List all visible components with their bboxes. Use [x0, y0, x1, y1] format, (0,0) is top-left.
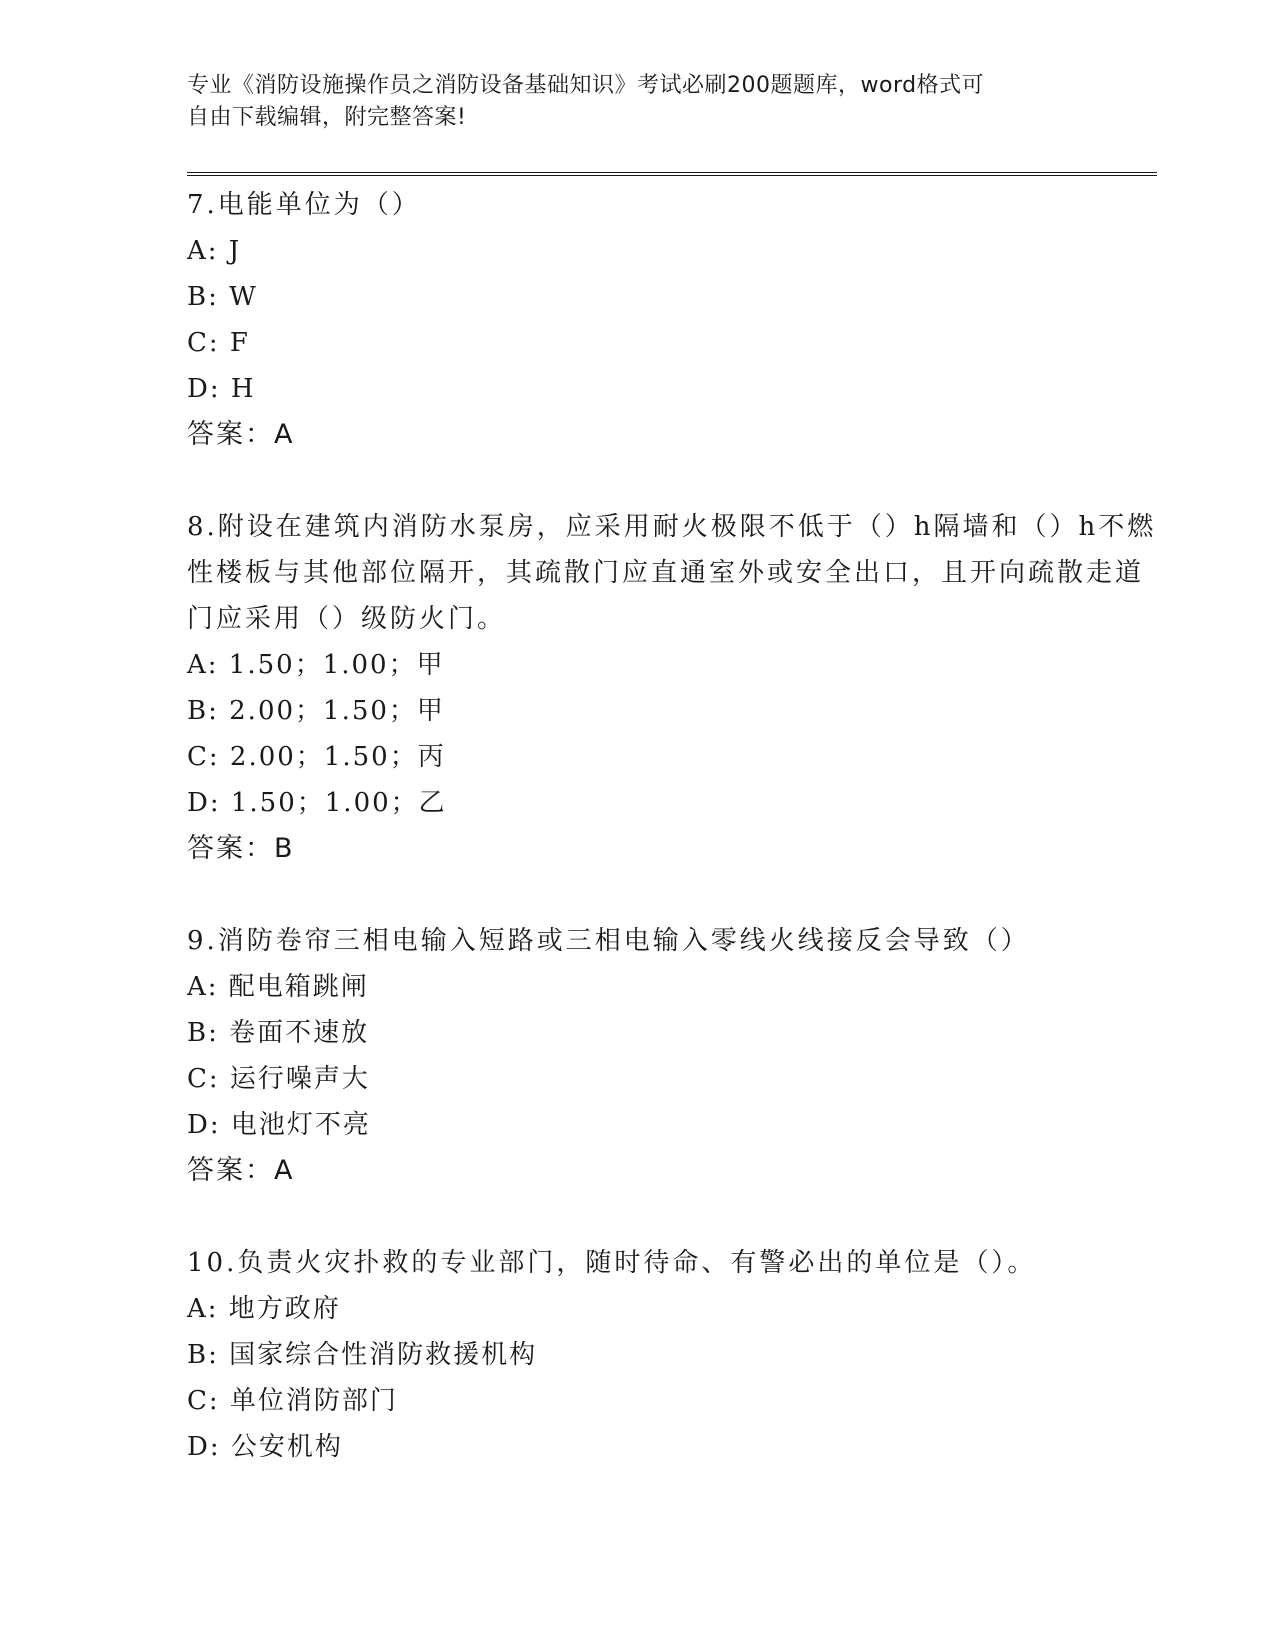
answer: 答案：A: [187, 1155, 295, 1186]
document-header: [187, 70, 1157, 134]
header-line-1: 专业《消防设施操作员之消防设备基础知识》考试必刷200题题库，word格式可: [187, 73, 985, 98]
document-page: [187, 70, 1157, 1516]
question-10: [187, 1240, 1157, 1470]
answer: 答案：B: [187, 833, 295, 864]
option-b: B: 国家综合性消防救援机构: [187, 1340, 538, 1370]
answer: 答案：A: [187, 419, 295, 450]
option-b: B: 卷面不速放: [187, 1018, 370, 1048]
option-d: D: 公安机构: [187, 1432, 343, 1462]
header-line-2: 自由下载编辑，附完整答案!: [187, 105, 467, 130]
option-a: A: 地方政府: [187, 1294, 341, 1324]
option-a: A: 配电箱跳闸: [187, 972, 369, 1002]
question-8: [187, 504, 1157, 872]
option-c: C: 单位消防部门: [187, 1386, 398, 1416]
option-b: B: W: [187, 282, 258, 312]
option-c: C: F: [187, 328, 250, 358]
option-d: D: 电池灯不亮: [187, 1110, 371, 1140]
question-text: 7.电能单位为（）: [187, 190, 421, 220]
question-text: 10.负责火灾扑救的专业部门，随时待命、有警必出的单位是（）。: [187, 1248, 1037, 1278]
option-a: A: 1.50；1.00；甲: [187, 650, 445, 680]
option-a: A: J: [187, 236, 242, 266]
option-d: D: 1.50；1.00；乙: [187, 788, 447, 818]
question-9: [187, 918, 1157, 1194]
question-text: 8.附设在建筑内消防水泵房，应采用耐火极限不低于（）h隔墙和（）h不燃性楼板与其他部位隔开，其疏散门应直通室外或安全出口，且开向疏散走道门应采用（）级防火门。: [187, 512, 1157, 634]
option-d: D: H: [187, 374, 256, 404]
option-c: C: 2.00；1.50；丙: [187, 742, 446, 772]
question-list: [187, 182, 1157, 1470]
header-divider: [187, 172, 1157, 176]
question-7: [187, 182, 1157, 458]
option-b: B: 2.00；1.50；甲: [187, 696, 445, 726]
question-text: 9.消防卷帘三相电输入短路或三相电输入零线火线接反会导致（）: [187, 926, 1030, 956]
option-c: C: 运行噪声大: [187, 1064, 370, 1094]
